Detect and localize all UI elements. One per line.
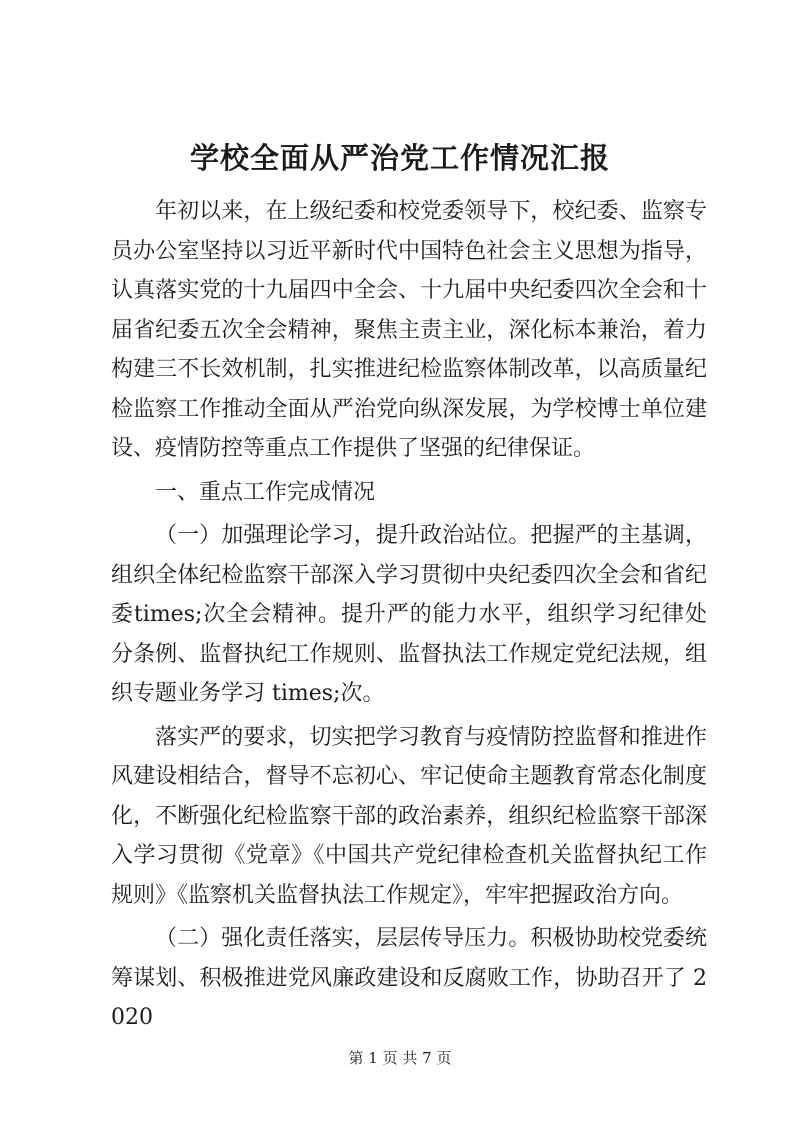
- paragraph-intro: 年初以来，在上级纪委和校党委领导下，校纪委、监察专员办公室坚持以习近平新时代中国特色社会主义思想为指导，认真落实党的十九届四中全会、十九届中央纪委四次全会和十届省纪委五次全会精神，聚焦主责主业，深化标本兼治，着力构建三不长效机制，扎实推进纪检监察体制改革，以高质量纪检监察工作推动全面从严治党向纵深发展，为学校博士单位建设、疫情防控等重点工作提供了坚强的纪律保证。: [111, 199, 707, 461]
- document-body: [111, 192, 707, 1042]
- paragraph-responsibility: （二）强化责任落实，层层传导压力。积极协助校党委统筹谋划、积极推进党风廉政建设和反腐败工作，协助召开了 2020: [111, 926, 707, 1030]
- document-title: 学校全面从严治党工作情况汇报: [189, 141, 610, 175]
- page-footer: 第 1 页 共 7 页: [348, 1049, 452, 1067]
- paragraph-theory-study: （一）加强理论学习，提升政治站位。把握严的主基调，组织全体纪检监察干部深入学习贯彻中央纪委四次全会和省纪委times;次全会精神。提升严的能力水平，组织学习纪律处分条例、监督执纪工作规则、监督执法工作规定党纪法规，组织专题业务学习 times;次。: [111, 523, 707, 706]
- section-heading-1: 一、重点工作完成情况: [155, 479, 376, 505]
- paragraph-implement-requirements: 落实严的要求，切实把学习教育与疫情防控监督和推进作风建设相结合，督导不忘初心、牢记使命主题教育常态化制度化，不断强化纪检监察干部的政治素养，组织纪检监察干部深入学习贯彻《党章》《中国共产党纪律检查机关监督执纪工作规则》《监察机关监督执法工作规定》，牢牢把握政治方向。: [111, 724, 707, 908]
